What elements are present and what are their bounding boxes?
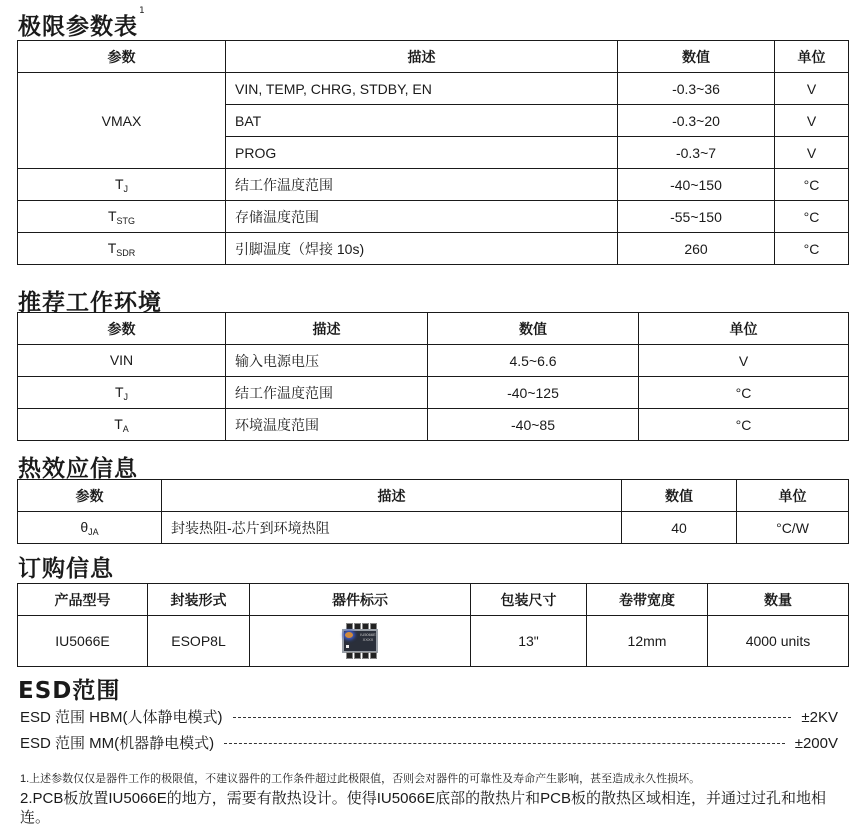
param-cell [18, 345, 226, 377]
table-header-row [18, 41, 849, 73]
abs-max-title-text: 极限参数表 [18, 14, 138, 40]
param-symbol: θ [80, 518, 89, 535]
table-row [18, 201, 849, 233]
param-symbol: VIN [109, 351, 134, 368]
header-cell: 单位 [737, 480, 849, 512]
param-cell [18, 409, 226, 441]
header-cell: 封装形式 [148, 584, 250, 616]
header-cell: 参数 [18, 41, 226, 73]
table-row [18, 233, 849, 265]
note-1: 1.上述参数仅仅是器件工作的极限值，不建议器件的工作条件超过此极限值，否则会对器件的可靠性及寿命产生影响，甚至造成永久性损坏。 [20, 773, 701, 785]
footnote-mark: 1 [139, 6, 146, 16]
esd-title: ESD范围 [18, 678, 121, 704]
param-cell [18, 233, 226, 265]
header-cell: 描述 [162, 480, 622, 512]
param-symbol: T [107, 239, 117, 256]
table-row [18, 345, 849, 377]
table-header-row [18, 313, 849, 345]
unit-cell: °C [775, 169, 849, 201]
note-2: 2.PCB板放置IU5066E的地方，需要有散热设计。使得IU5066E底部的散热片和PCB板的散热区域相连，并通过过孔和地相连。 [20, 790, 826, 826]
abs-max-table [17, 40, 849, 265]
qty-cell: 4000 units [708, 616, 849, 667]
value-cell: -55~150 [618, 201, 775, 233]
package-cell: ESOP8L [148, 616, 250, 667]
desc-cell: 环境温度范围 [226, 409, 428, 441]
unit-cell: °C [639, 409, 849, 441]
param-symbol: T [114, 175, 124, 192]
param-subscript: JA [88, 526, 99, 537]
esd-label: ESD 范围 MM(机器静电模式) [20, 735, 215, 752]
leader-dots [233, 717, 792, 718]
tape-cell: 12mm [587, 616, 708, 667]
param-subscript: STG [116, 215, 136, 226]
param-symbol: T [114, 415, 123, 432]
esd-item [20, 732, 838, 753]
thermal-title: 热效应信息 [18, 456, 138, 482]
unit-cell: V [775, 73, 849, 105]
model-cell: IU5066E [18, 616, 148, 667]
header-cell: 参数 [18, 313, 226, 345]
header-cell: 参数 [18, 480, 162, 512]
abs-max-title [18, 8, 146, 41]
unit-cell: °C [775, 233, 849, 265]
header-cell: 单位 [775, 41, 849, 73]
desc-cell: 封装热阻-芯片到环境热阻 [162, 512, 622, 544]
header-cell: 器件标示 [250, 584, 471, 616]
table-header-row [18, 480, 849, 512]
header-cell: 数值 [622, 480, 737, 512]
desc-cell: 输入电源电压 [226, 345, 428, 377]
value-cell: -0.3~7 [618, 137, 775, 169]
unit-cell: V [775, 137, 849, 169]
desc-cell: BAT [226, 105, 618, 137]
value-cell: -0.3~20 [618, 105, 775, 137]
ordering-table [17, 583, 849, 667]
desc-cell: PROG [226, 137, 618, 169]
table-row [18, 73, 849, 105]
ordering-title: 订购信息 [18, 556, 114, 582]
value-cell: 40 [622, 512, 737, 544]
unit-cell: V [639, 345, 849, 377]
value-cell: -40~150 [618, 169, 775, 201]
header-cell: 数值 [618, 41, 775, 73]
esd-item [20, 706, 838, 727]
value-cell: 260 [618, 233, 775, 265]
header-cell: 描述 [226, 313, 428, 345]
param-cell [18, 169, 226, 201]
header-cell: 描述 [226, 41, 618, 73]
table-row [18, 377, 849, 409]
table-row [18, 409, 849, 441]
unit-cell: V [775, 105, 849, 137]
value-cell: -40~85 [428, 409, 639, 441]
desc-cell: 结工作温度范围 [226, 377, 428, 409]
value-cell: -0.3~36 [618, 73, 775, 105]
param-cell [18, 377, 226, 409]
desc-cell: 引脚温度（焊接 10s) [226, 233, 618, 265]
value-cell: 4.5~6.6 [428, 345, 639, 377]
leader-dots [224, 743, 785, 744]
unit-cell: °C [775, 201, 849, 233]
thermal-table [17, 479, 849, 544]
param-subscript: A [122, 423, 129, 434]
header-cell: 数值 [428, 313, 639, 345]
esd-label: ESD 范围 HBM(人体静电模式) [20, 709, 223, 726]
table-header-row [18, 584, 849, 616]
rec-op-title: 推荐工作环境 [18, 290, 162, 316]
header-cell: 产品型号 [18, 584, 148, 616]
header-cell: 卷带宽度 [587, 584, 708, 616]
chip-marking-text: IU5066E XXXX [360, 632, 376, 642]
unit-cell: °C [639, 377, 849, 409]
table-row [18, 616, 849, 667]
reel-cell: 13" [471, 616, 587, 667]
value-cell: -40~125 [428, 377, 639, 409]
param-symbol: T [114, 383, 124, 400]
chip-marking-icon [339, 623, 381, 659]
param-symbol: T [107, 207, 117, 224]
desc-cell: 存储温度范围 [226, 201, 618, 233]
header-cell: 包装尺寸 [471, 584, 587, 616]
header-cell: 数量 [708, 584, 849, 616]
param-subscript: SDR [116, 247, 136, 258]
esd-value: ±200V [794, 735, 838, 752]
rec-op-table [17, 312, 849, 441]
desc-cell: 结工作温度范围 [226, 169, 618, 201]
header-cell: 单位 [639, 313, 849, 345]
desc-cell: VIN, TEMP, CHRG, STDBY, EN [226, 73, 618, 105]
table-row [18, 169, 849, 201]
param-cell [18, 201, 226, 233]
param-subscript: J [123, 183, 129, 194]
marking-cell [250, 616, 471, 667]
unit-cell: °C/W [737, 512, 849, 544]
table-row [18, 512, 849, 544]
param-cell: VMAX [18, 73, 226, 169]
param-cell [18, 512, 162, 544]
esd-value: ±2KV [801, 709, 838, 726]
param-subscript: J [123, 391, 129, 402]
